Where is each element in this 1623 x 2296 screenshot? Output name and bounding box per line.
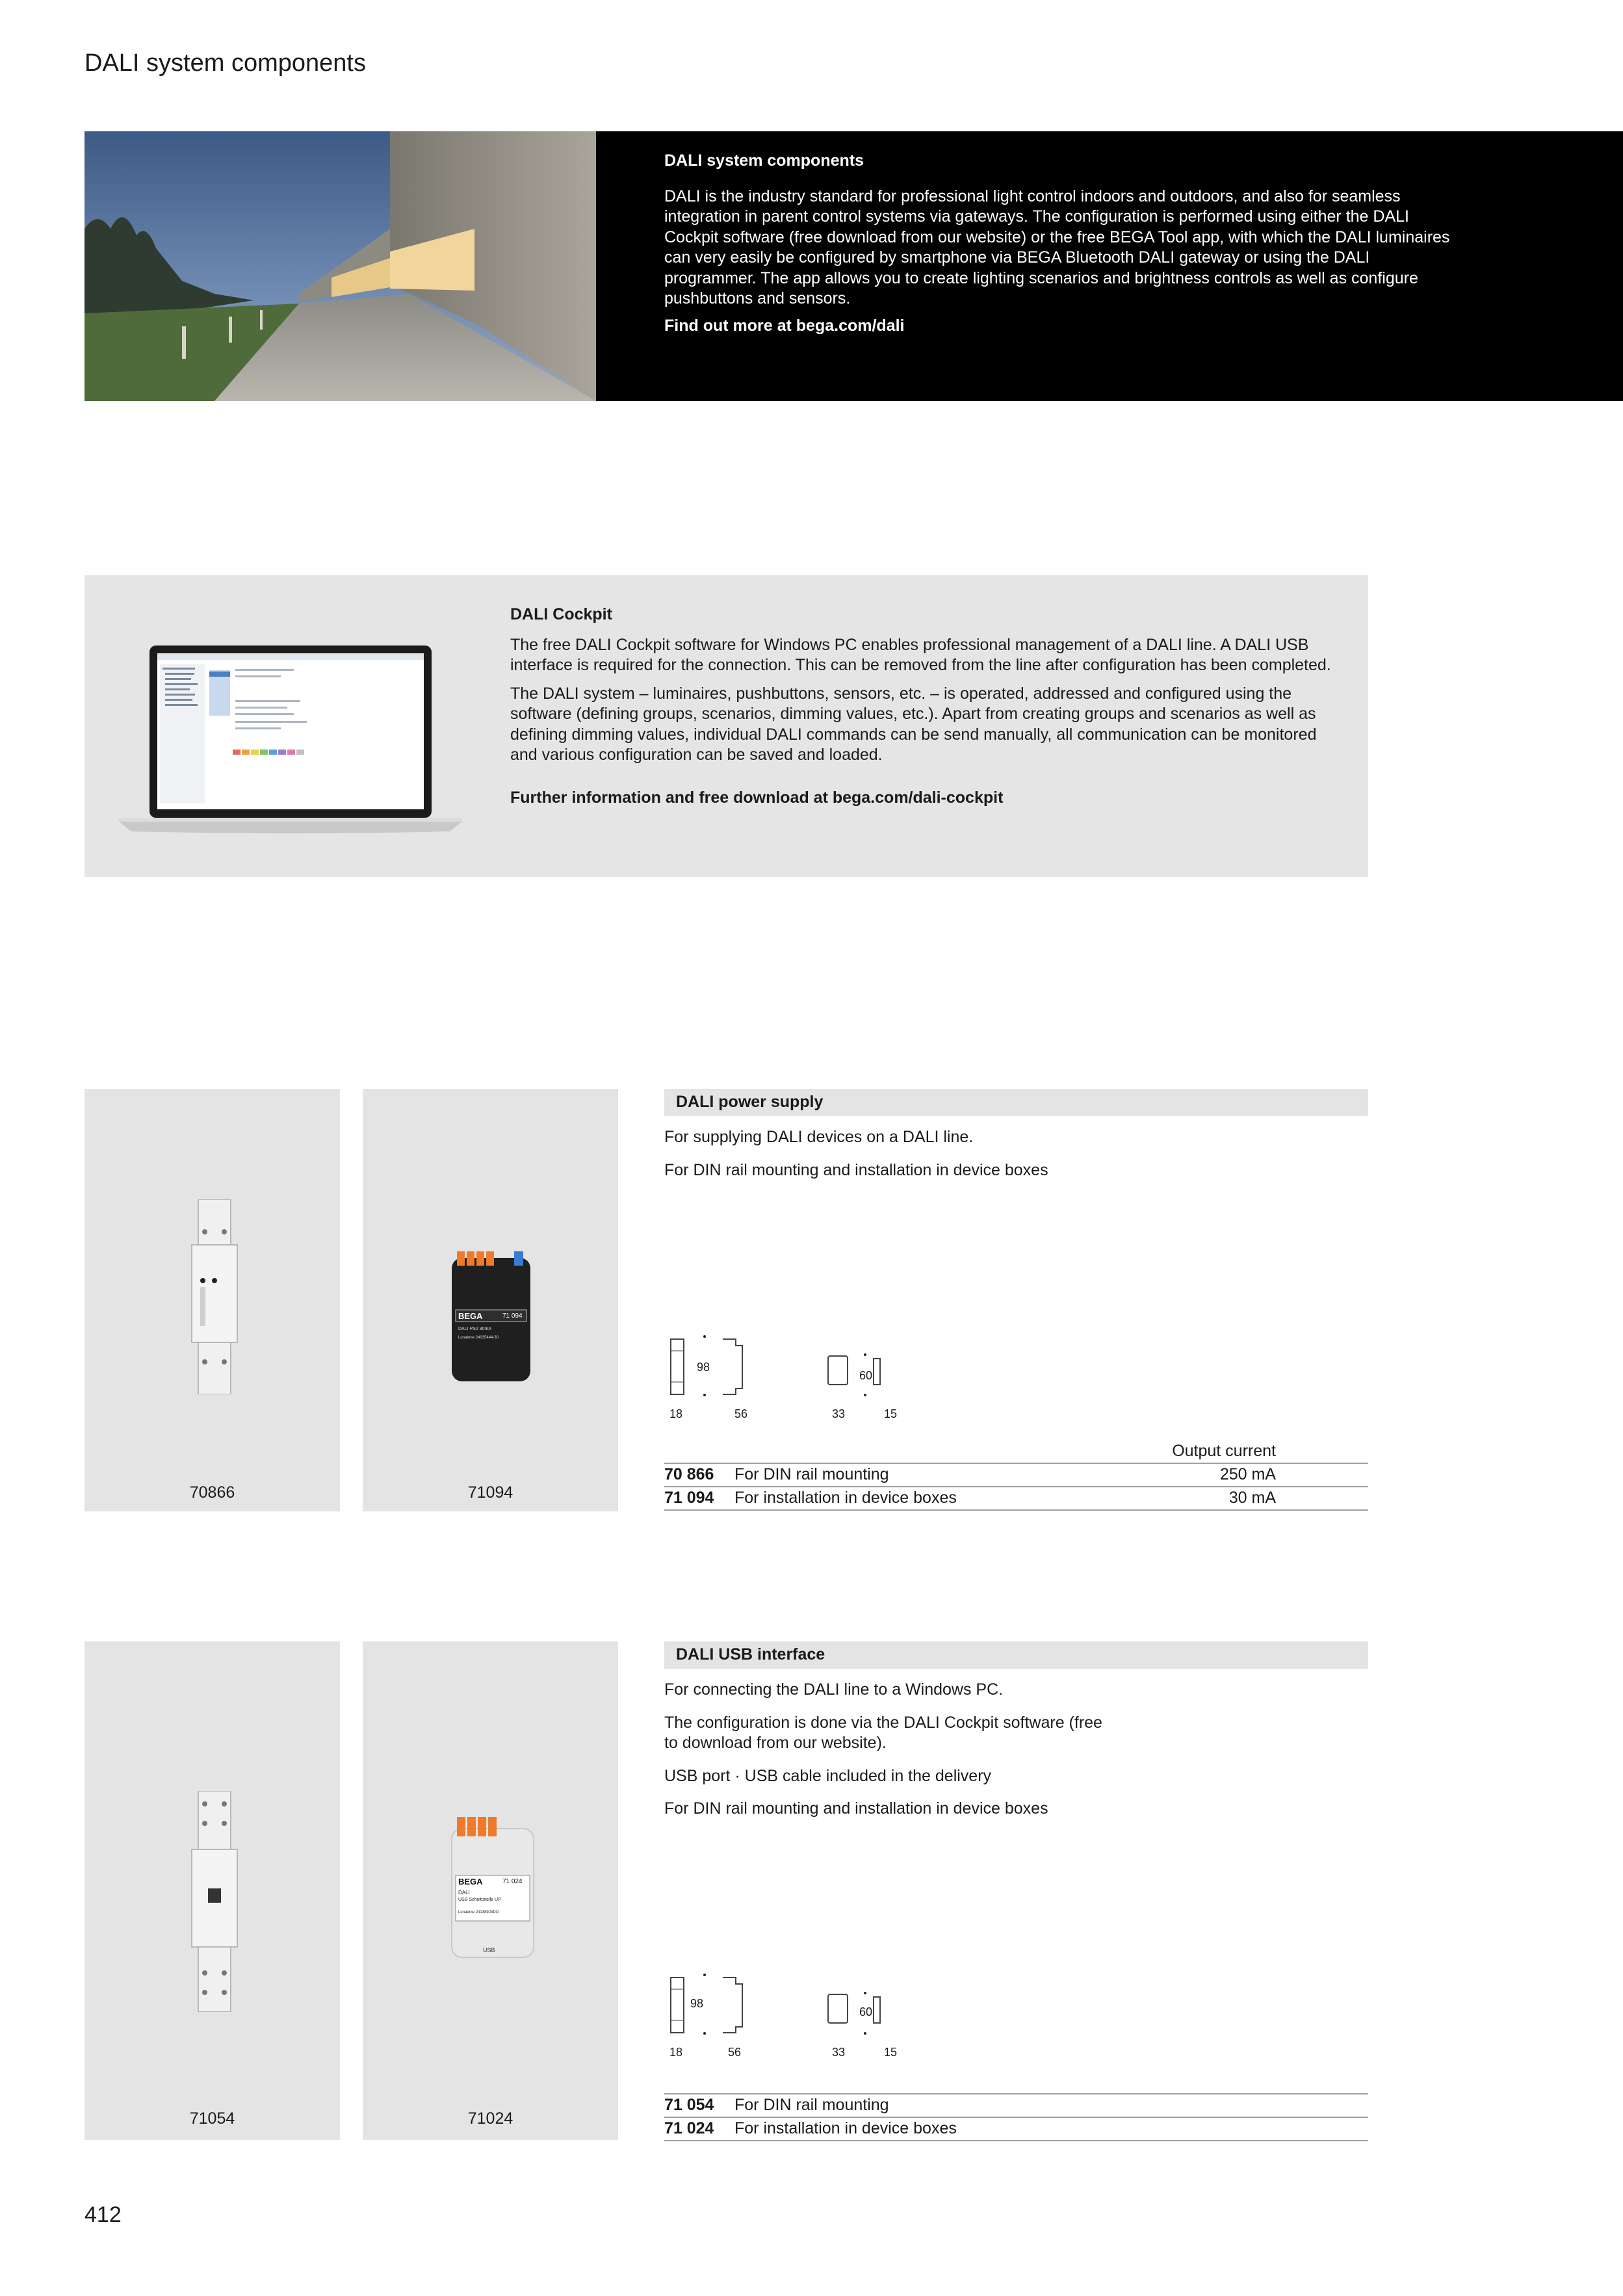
table-row: [664, 1487, 1368, 1511]
article-number: 71 094: [664, 1489, 714, 1507]
section-description: [664, 1127, 1368, 1193]
product-number: 70866: [189, 1483, 235, 1502]
dimension-drawing: [664, 1970, 924, 2067]
page-number: 412: [84, 2202, 122, 2227]
device-brand: BEGA: [458, 1311, 483, 1321]
usb-label: USB: [483, 1947, 495, 1953]
device-brand: BEGA: [458, 1877, 483, 1886]
dim-height: 60: [859, 2005, 873, 2018]
cockpit-heading: DALI Cockpit: [510, 605, 612, 623]
hero-banner: [84, 131, 1623, 401]
cockpit-link[interactable]: Further information and free download at bega.com/dali-cockpit: [510, 788, 1004, 807]
product-table: [664, 1442, 1368, 1511]
row-description: For DIN rail mounting: [734, 1465, 889, 1483]
section-title-bar: [664, 1089, 1368, 1116]
desc-line: For connecting the DALI line to a Windows PC.: [664, 1680, 1004, 1699]
product-number: 71054: [189, 2109, 235, 2128]
device-box-module-image: [450, 1251, 532, 1381]
dimension-drawing: [664, 1331, 924, 1429]
dim-width: 33: [832, 1407, 846, 1420]
section-title: DALI power supply: [676, 1093, 824, 1111]
laptop-illustration: [118, 646, 463, 837]
device-line-2: USB Schnittstelle UP: [458, 1898, 501, 1902]
desc-line: For DIN rail mounting and installation in device boxes: [664, 1160, 1048, 1179]
dim-width: 18: [669, 1407, 683, 1420]
hero-photo: [84, 131, 596, 401]
dim-height: 60: [859, 1369, 873, 1382]
device-line-1: DALI PS2 30mA: [458, 1327, 491, 1331]
cockpit-paragraph-2: The DALI system – luminaires, pushbuttons, sensors, etc. – is operated, addressed and configured using the software (defining groups, scenarios, dimming values, etc.). Apart from creating groups and scenarios as well as defining dimming values, individual DALI commands can be send manually, all communication can be monitored and various configuration can be saved and loaded.: [510, 684, 1317, 764]
desc-line: The configuration is done via the DALI Cockpit software (free to download from our website).: [664, 1713, 1102, 1752]
din-rail-module-image: [188, 1791, 240, 2015]
dim-width: 15: [884, 2046, 898, 2059]
row-value: 30 mA: [1228, 1489, 1276, 1507]
row-description: For installation in device boxes: [734, 2119, 957, 2137]
device-art: 71 094: [502, 1312, 523, 1320]
column-header: Output current: [1172, 1442, 1276, 1460]
dim-height: 98: [697, 1361, 710, 1374]
row-value: 250 mA: [1219, 1465, 1276, 1483]
table-row: [664, 2093, 1368, 2118]
section-title: DALI USB interface: [676, 1645, 825, 1663]
cockpit-paragraph-1: The free DALI Cockpit software for Windows PC enables professional management of a DALI line. A DALI USB interface is required for the connection. This can be removed from the line after configuration has been completed.: [510, 635, 1331, 674]
section-title-bar: [664, 1641, 1368, 1669]
page-title: DALI system components: [84, 49, 366, 77]
product-number: 71024: [467, 2109, 513, 2128]
product-panel-71094: [363, 1089, 618, 1511]
table-row: [664, 2118, 1368, 2141]
row-description: For installation in device boxes: [734, 1489, 957, 1507]
product-panel-71024: [363, 1641, 618, 2140]
dim-width: 15: [884, 1407, 898, 1420]
dim-width: 56: [734, 1407, 748, 1420]
din-rail-module-image: [188, 1199, 240, 1398]
cockpit-section: [84, 575, 1368, 877]
product-panel-71054: [84, 1641, 340, 2140]
product-table: [664, 2093, 1368, 2141]
dim-height: 98: [690, 1997, 704, 2010]
hero-heading: DALI system components: [664, 151, 864, 170]
row-description: For DIN rail mounting: [734, 2096, 889, 2114]
article-number: 71 024: [664, 2119, 714, 2137]
table-row: [664, 1463, 1368, 1487]
device-line-3: Lunatone 24138923DO: [458, 1911, 499, 1914]
device-line-1: DALI: [458, 1890, 470, 1896]
product-number: 71094: [467, 1483, 513, 1502]
device-art: 71 024: [502, 1878, 523, 1885]
hero-body: DALI is the industry standard for professional light control indoors and outdoors, and also for seamless integration in parent control systems via gateways. The configuration is performed using either the DALI Cockpit software (free download from our website) or the free BEGA Tool app, with which the DALI luminaires can very easily be configured by smartphone via BEGA Bluetooth DALI gateway or using the DALI programmer. The app allows you to create lighting scenarios and brightness controls as well as configure pushbuttons and sensors.: [664, 187, 1450, 307]
desc-line: USB port · USB cable included in the delivery: [664, 1766, 992, 1785]
device-line-2: Lunatone 24035444-30: [458, 1336, 499, 1340]
article-number: 70 866: [664, 1465, 714, 1483]
dim-width: 18: [669, 2046, 683, 2059]
dim-width: 33: [832, 2046, 846, 2059]
dim-width: 56: [728, 2046, 742, 2059]
desc-line: For DIN rail mounting and installation in device boxes: [664, 1799, 1048, 1818]
product-panel-70866: [84, 1089, 340, 1511]
article-number: 71 054: [664, 2096, 714, 2114]
hero-link[interactable]: Find out more at bega.com/dali: [664, 316, 905, 335]
desc-line: For supplying DALI devices on a DALI line.: [664, 1128, 974, 1146]
section-description: [664, 1680, 1119, 1832]
device-box-module-image: [450, 1817, 535, 1959]
